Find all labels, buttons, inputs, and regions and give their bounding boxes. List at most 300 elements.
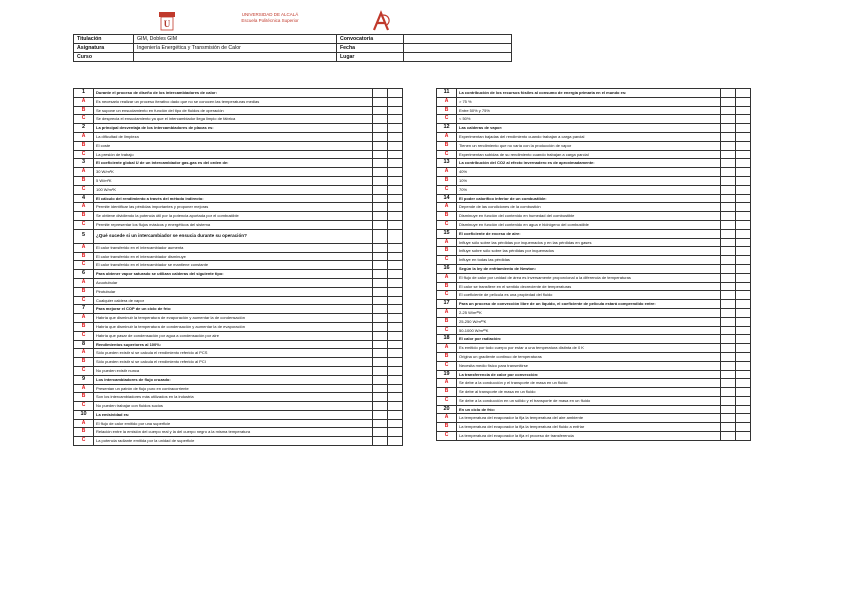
answer-cell[interactable] [388,410,403,419]
option-letter: A [437,308,457,317]
answer-checkbox[interactable] [373,419,388,428]
answer-cell[interactable] [388,194,403,203]
answer-checkbox[interactable] [736,132,751,141]
option-row [437,185,751,194]
answer-checkbox[interactable] [721,344,736,353]
answer-cell[interactable] [373,375,388,384]
option-letter: A [437,414,457,423]
option-row [437,414,751,423]
option-row [74,220,403,229]
option-text: Se obtiene dividiendo la potencia útil por la potencia aportada por el combustible [94,212,373,221]
answer-checkbox[interactable] [736,414,751,423]
answer-checkbox[interactable] [373,106,388,115]
option-letter: C [437,150,457,159]
asignatura-value: Ingeniería Energética y Transmisión de Calor [134,44,337,53]
option-row [74,168,403,177]
answer-cell[interactable] [736,335,751,344]
answer-checkbox[interactable] [736,168,751,177]
answer-checkbox[interactable] [388,212,403,221]
option-letter: A [437,97,457,106]
option-letter: C [74,296,94,305]
answer-checkbox[interactable] [721,432,736,441]
answer-checkbox[interactable] [721,273,736,282]
answer-cell[interactable] [721,229,736,238]
answer-checkbox[interactable] [373,185,388,194]
option-letter: B [437,317,457,326]
answer-checkbox[interactable] [388,296,403,305]
answer-cell[interactable] [388,124,403,133]
question-stem: Para obtener vapor saturado se utilizan calderas del siguiente tipo: [94,270,373,279]
answer-checkbox[interactable] [736,212,751,221]
answer-checkbox[interactable] [388,428,403,437]
answer-cell[interactable] [373,89,388,98]
answer-checkbox[interactable] [388,349,403,358]
answer-checkbox[interactable] [736,176,751,185]
option-letter: C [74,437,94,446]
answer-checkbox[interactable] [736,150,751,159]
answer-cell[interactable] [388,270,403,279]
option-letter: C [74,220,94,229]
option-letter: B [437,176,457,185]
answer-checkbox[interactable] [373,243,388,252]
option-row [437,282,751,291]
answer-checkbox[interactable] [388,393,403,402]
answer-cell[interactable] [736,229,751,238]
answer-checkbox[interactable] [736,141,751,150]
answer-checkbox[interactable] [373,366,388,375]
answer-checkbox[interactable] [373,132,388,141]
answer-checkbox[interactable] [388,261,403,270]
answer-checkbox[interactable] [736,106,751,115]
answer-cell[interactable] [736,194,751,203]
option-row [74,349,403,358]
answer-cell[interactable] [736,300,751,309]
answer-checkbox[interactable] [388,358,403,367]
option-letter: B [437,388,457,397]
option-row [74,428,403,437]
question-number: 7 [74,305,94,314]
fecha-field[interactable] [404,44,512,53]
answer-checkbox[interactable] [721,414,736,423]
answer-checkbox[interactable] [388,252,403,261]
option-row [437,106,751,115]
answer-checkbox[interactable] [388,97,403,106]
option-letter: B [74,106,94,115]
answer-checkbox[interactable] [373,402,388,411]
answer-checkbox[interactable] [721,423,736,432]
answer-checkbox[interactable] [736,220,751,229]
answer-checkbox[interactable] [373,349,388,358]
option-row [74,115,403,124]
answer-cell[interactable] [721,300,736,309]
answer-checkbox[interactable] [388,314,403,323]
answer-checkbox[interactable] [721,220,736,229]
answer-checkbox[interactable] [736,256,751,265]
answer-cell[interactable] [388,340,403,349]
answer-checkbox[interactable] [373,278,388,287]
option-row [437,256,751,265]
question-stem: El calor por radiación: [457,335,721,344]
answer-cell[interactable] [373,124,388,133]
answer-cell[interactable] [373,410,388,419]
question-number: 5 [74,229,94,243]
answer-checkbox[interactable] [388,141,403,150]
option-text: Tienen un rendimiento que no varía con la producción de vapor [457,141,721,150]
option-letter: B [74,322,94,331]
option-text: Sólo pueden existir si se calcula el rendimiento referido al PCS [94,349,373,358]
answer-checkbox[interactable] [373,168,388,177]
option-letter: B [437,141,457,150]
answer-cell[interactable] [373,229,388,243]
option-row [437,432,751,441]
question-row [74,159,403,168]
option-text: La temperatura del evaporador la fija la temperatura del fluido a enfriar [457,423,721,432]
answer-cell[interactable] [736,89,751,98]
question-row [437,124,751,133]
answer-checkbox[interactable] [373,212,388,221]
answer-cell[interactable] [736,370,751,379]
option-letter: B [74,141,94,150]
option-letter: A [74,314,94,323]
option-row [74,150,403,159]
answer-checkbox[interactable] [388,331,403,340]
question-stem: ¿Qué sucede si un intercambiador se ensucia durante su operación? [94,229,373,243]
option-letter: A [74,132,94,141]
question-number: 4 [74,194,94,203]
option-row [74,185,403,194]
answer-checkbox[interactable] [373,384,388,393]
option-row [74,296,403,305]
option-letter: B [74,176,94,185]
answer-checkbox[interactable] [721,326,736,335]
answer-cell[interactable] [721,370,736,379]
option-text: > 75 % [457,97,721,106]
answer-checkbox[interactable] [721,97,736,106]
answer-cell[interactable] [388,159,403,168]
option-letter: B [437,423,457,432]
option-letter: C [74,261,94,270]
question-number: 17 [437,300,457,309]
question-stem: Las calderas de vapor: [457,124,721,133]
option-row [437,352,751,361]
option-text: La presión de trabajo [94,150,373,159]
option-row [437,396,751,405]
answer-checkbox[interactable] [721,203,736,212]
answer-checkbox[interactable] [736,361,751,370]
answer-cell[interactable] [373,340,388,349]
option-letter: C [74,331,94,340]
answer-cell[interactable] [388,89,403,98]
answer-checkbox[interactable] [373,358,388,367]
answer-checkbox[interactable] [721,247,736,256]
answer-cell[interactable] [373,270,388,279]
answer-checkbox[interactable] [388,132,403,141]
question-row [74,305,403,314]
option-text: Se debe al transporte de masa en un fluido [457,388,721,397]
answer-checkbox[interactable] [736,388,751,397]
answer-checkbox[interactable] [373,115,388,124]
answer-checkbox[interactable] [373,261,388,270]
convocatoria-label: Convocatoria [337,35,404,44]
option-row [74,393,403,402]
answer-checkbox[interactable] [373,296,388,305]
answer-checkbox[interactable] [736,423,751,432]
question-row [74,124,403,133]
option-row [74,176,403,185]
answer-checkbox[interactable] [736,97,751,106]
option-letter: C [74,402,94,411]
question-row [437,264,751,273]
answer-checkbox[interactable] [721,168,736,177]
option-text: La temperatura del evaporador la fija el proceso de transferencia [457,432,721,441]
option-text: El calor transferido en el intercambiador se mantiene constante [94,261,373,270]
answer-checkbox[interactable] [721,361,736,370]
answer-checkbox[interactable] [388,243,403,252]
answer-checkbox[interactable] [721,352,736,361]
answer-cell[interactable] [388,305,403,314]
answer-checkbox[interactable] [388,322,403,331]
answer-checkbox[interactable] [388,437,403,446]
answer-checkbox[interactable] [721,282,736,291]
answer-checkbox[interactable] [388,419,403,428]
answer-checkbox[interactable] [736,273,751,282]
option-letter: C [437,115,457,124]
exam-info-table [73,34,512,62]
answer-checkbox[interactable] [721,106,736,115]
option-row [74,212,403,221]
option-letter: B [74,358,94,367]
answer-cell[interactable] [388,229,403,243]
answer-checkbox[interactable] [721,176,736,185]
answer-checkbox[interactable] [721,141,736,150]
answer-checkbox[interactable] [373,220,388,229]
answer-cell[interactable] [736,124,751,133]
option-text: Necesita medio físico para transmitirse [457,361,721,370]
option-letter: B [437,106,457,115]
option-text: Habría que disminuir la temperatura de evaporación y aumentar la de condensación [94,314,373,323]
answer-checkbox[interactable] [388,287,403,296]
question-number: 8 [74,340,94,349]
answer-checkbox[interactable] [736,115,751,124]
answer-checkbox[interactable] [373,150,388,159]
answer-checkbox[interactable] [373,287,388,296]
answer-checkbox[interactable] [736,282,751,291]
option-row [437,97,751,106]
answer-checkbox[interactable] [388,220,403,229]
answer-cell[interactable] [721,124,736,133]
lugar-field[interactable] [404,53,512,62]
option-row [74,106,403,115]
answer-cell[interactable] [721,264,736,273]
option-letter: C [437,326,457,335]
answer-cell[interactable] [736,264,751,273]
option-text: Sólo pueden existir si se calcula el rendimiento referido al PCI [94,358,373,367]
answer-cell[interactable] [721,194,736,203]
convocatoria-field[interactable] [404,35,512,44]
option-text: Acuotubular [94,278,373,287]
option-text: No pueden existir nunca [94,366,373,375]
option-row [74,419,403,428]
option-row [437,308,751,317]
answer-checkbox[interactable] [373,141,388,150]
answer-cell[interactable] [721,159,736,168]
option-text: Es necesario realizar un proceso iterativo dado que no se conocen las temperaturas medias [94,97,373,106]
option-row [437,238,751,247]
institution-header [228,12,312,24]
question-row [74,229,403,243]
answer-checkbox[interactable] [388,185,403,194]
question-stem: La principal desventaja de los intercambiadores de placas es: [94,124,373,133]
answer-checkbox[interactable] [736,247,751,256]
option-letter: B [74,212,94,221]
answer-checkbox[interactable] [736,317,751,326]
option-row [74,261,403,270]
answer-checkbox[interactable] [388,402,403,411]
answer-checkbox[interactable] [373,203,388,212]
answer-cell[interactable] [736,159,751,168]
answer-checkbox[interactable] [388,106,403,115]
option-row [437,115,751,124]
question-stem: Según la ley de enfriamiento de Newton: [457,264,721,273]
answer-checkbox[interactable] [736,432,751,441]
question-number: 16 [437,264,457,273]
answer-checkbox[interactable] [736,352,751,361]
answer-checkbox[interactable] [736,379,751,388]
option-text: Pirotubular [94,287,373,296]
answer-cell[interactable] [736,405,751,414]
answer-checkbox[interactable] [373,331,388,340]
option-text: Se desprecia el ensuciamiento ya que el intercambiador llega limpio de fábrica [94,115,373,124]
option-text: Influye en todas las pérdidas [457,256,721,265]
answer-checkbox[interactable] [721,185,736,194]
answer-checkbox[interactable] [721,317,736,326]
answer-cell[interactable] [373,159,388,168]
option-row [437,379,751,388]
option-text: No pueden trabajar con fluidos sucios [94,402,373,411]
option-text: 40% [457,168,721,177]
answer-cell[interactable] [721,405,736,414]
answer-checkbox[interactable] [721,150,736,159]
option-text: Depende de las condiciones de la combustión [457,203,721,212]
option-row [437,326,751,335]
option-letter: A [437,344,457,353]
option-row [437,168,751,177]
answer-checkbox[interactable] [388,203,403,212]
option-letter: A [74,278,94,287]
option-text: 50-1000 W/m²ºK [457,326,721,335]
option-letter: C [437,220,457,229]
option-row [74,141,403,150]
option-row [437,388,751,397]
answer-checkbox[interactable] [736,185,751,194]
option-letter: B [437,247,457,256]
question-row [437,194,751,203]
answer-checkbox[interactable] [388,366,403,375]
answer-checkbox[interactable] [388,168,403,177]
option-text: Se debe a la conducción en un sólido y el transporte de masa en un fluido [457,396,721,405]
answer-checkbox[interactable] [721,388,736,397]
question-stem: Los intercambiadores de flujo cruzado: [94,375,373,384]
answer-checkbox[interactable] [721,308,736,317]
option-row [437,203,751,212]
answer-checkbox[interactable] [373,97,388,106]
option-row [74,384,403,393]
option-text: El calor transferido en el intercambiador aumenta [94,243,373,252]
answer-checkbox[interactable] [721,238,736,247]
question-row [74,340,403,349]
answer-checkbox[interactable] [721,256,736,265]
answer-checkbox[interactable] [388,176,403,185]
answer-checkbox[interactable] [721,115,736,124]
answer-cell[interactable] [373,194,388,203]
answer-checkbox[interactable] [388,115,403,124]
answer-checkbox[interactable] [373,322,388,331]
option-text: El coeficiente de película es una propiedad del fluido [457,291,721,300]
option-row [74,132,403,141]
question-row [437,229,751,238]
question-number: 10 [74,410,94,419]
answer-checkbox[interactable] [373,314,388,323]
option-letter: B [74,287,94,296]
answer-checkbox[interactable] [373,176,388,185]
answer-checkbox[interactable] [721,132,736,141]
option-letter: A [74,168,94,177]
answer-checkbox[interactable] [388,278,403,287]
answer-checkbox[interactable] [736,344,751,353]
option-row [74,243,403,252]
answer-checkbox[interactable] [373,428,388,437]
answer-checkbox[interactable] [388,150,403,159]
question-row [74,410,403,419]
question-stem: El coeficiente global U de un intercambiador gas-gas es del orden de: [94,159,373,168]
option-row [74,314,403,323]
answer-checkbox[interactable] [736,291,751,300]
answer-checkbox[interactable] [721,396,736,405]
answer-checkbox[interactable] [373,437,388,446]
answer-checkbox[interactable] [721,212,736,221]
option-row [437,317,751,326]
question-number: 18 [437,335,457,344]
answer-checkbox[interactable] [736,203,751,212]
question-stem: El cálculo del rendimiento a través del método indirecto: [94,194,373,203]
answer-cell[interactable] [721,335,736,344]
titulacion-label: Titulación [74,35,134,44]
option-row [74,402,403,411]
answer-checkbox[interactable] [721,291,736,300]
answer-checkbox[interactable] [736,326,751,335]
question-number: 2 [74,124,94,133]
answer-checkbox[interactable] [736,308,751,317]
answer-checkbox[interactable] [736,238,751,247]
answer-cell[interactable] [721,89,736,98]
answer-checkbox[interactable] [736,396,751,405]
question-stem: Para un proceso de convección libre de un líquido, el coeficiente de película estará comprendido entre: [457,300,721,309]
answer-checkbox[interactable] [373,393,388,402]
option-letter: A [74,97,94,106]
curso-field[interactable] [134,53,337,62]
question-number: 14 [437,194,457,203]
answer-checkbox[interactable] [388,384,403,393]
option-row [437,176,751,185]
question-number: 15 [437,229,457,238]
answer-cell[interactable] [373,305,388,314]
svg-text:U: U [163,19,171,29]
answer-cell[interactable] [388,375,403,384]
answer-checkbox[interactable] [373,252,388,261]
option-text: Entre 50% y 75% [457,106,721,115]
option-letter: C [74,150,94,159]
answer-checkbox[interactable] [721,379,736,388]
